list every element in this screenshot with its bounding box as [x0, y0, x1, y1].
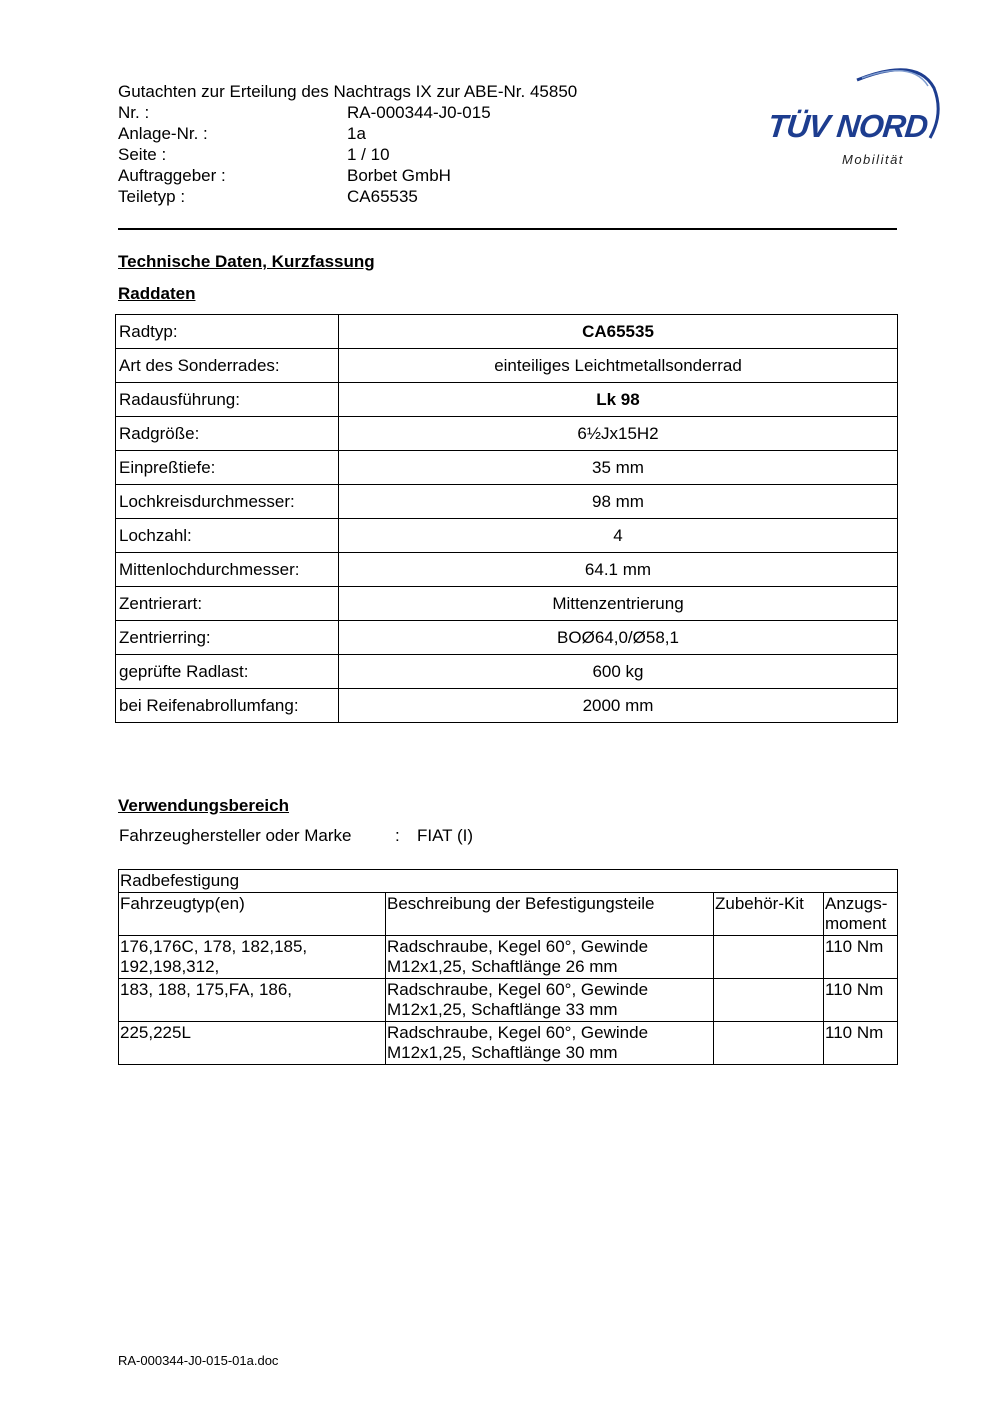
table-row	[116, 315, 898, 349]
raddaten-table	[115, 314, 898, 723]
table-row	[116, 519, 898, 553]
table-row	[116, 417, 898, 451]
row-label: Radtyp:	[116, 315, 339, 349]
field-label: Auftraggeber :	[118, 166, 226, 185]
logo-tagline: Mobilität	[842, 152, 904, 167]
row-label: bei Reifenabrollumfang:	[116, 689, 339, 723]
row-value: 600 kg	[339, 655, 898, 689]
row-value: einteiliges Leichtmetallsonderrad	[339, 349, 898, 383]
table-row	[119, 936, 898, 979]
header-divider	[118, 228, 897, 230]
column-header: Fahrzeugtyp(en)	[119, 893, 386, 936]
table-title: Radbefestigung	[119, 870, 898, 893]
row-label: Radgröße:	[116, 417, 339, 451]
header-field	[118, 165, 577, 186]
table-row	[116, 485, 898, 519]
table-row	[119, 979, 898, 1022]
header-field	[118, 144, 577, 165]
column-header: Beschreibung der Befestigungsteile	[386, 893, 714, 936]
section-heading-raddaten: Raddaten	[118, 284, 196, 303]
row-label: Mittenlochdurchmesser:	[116, 553, 339, 587]
cell-beschreibung: Radschraube, Kegel 60°, Gewinde M12x1,25, Schaftlänge 33 mm	[386, 979, 714, 1022]
row-value: 4	[339, 519, 898, 553]
section-heading-verwendungsbereich: Verwendungsbereich	[118, 796, 289, 815]
row-label: Einpreßtiefe:	[116, 451, 339, 485]
table-row	[116, 553, 898, 587]
row-value: 98 mm	[339, 485, 898, 519]
field-value: CA65535	[347, 187, 418, 206]
header-field	[118, 123, 577, 144]
field-label: Nr. :	[118, 103, 150, 122]
table-row	[116, 689, 898, 723]
cell-moment: 110 Nm	[824, 1022, 898, 1065]
row-value: Lk 98	[339, 383, 898, 417]
row-label: Radausführung:	[116, 383, 339, 417]
column-header: Zubehör-Kit	[714, 893, 824, 936]
row-value: 64.1 mm	[339, 553, 898, 587]
row-label: Lochzahl:	[116, 519, 339, 553]
table-title-row	[119, 870, 898, 893]
cell-beschreibung: Radschraube, Kegel 60°, Gewinde M12x1,25, Schaftlänge 30 mm	[386, 1022, 714, 1065]
section-heading-technische-daten: Technische Daten, Kurzfassung	[118, 252, 375, 271]
row-value: BOØ64,0/Ø58,1	[339, 621, 898, 655]
column-header: Anzugs-moment	[824, 893, 898, 936]
table-row	[116, 383, 898, 417]
table-row	[116, 349, 898, 383]
row-value: 35 mm	[339, 451, 898, 485]
cell-moment: 110 Nm	[824, 936, 898, 979]
row-value: Mittenzentrierung	[339, 587, 898, 621]
row-value: CA65535	[339, 315, 898, 349]
table-header-row	[119, 893, 898, 936]
table-row	[119, 1022, 898, 1065]
logo-brand: TÜV NORD	[766, 108, 930, 144]
row-label: geprüfte Radlast:	[116, 655, 339, 689]
row-label: Zentrierring:	[116, 621, 339, 655]
field-value: 1a	[347, 124, 366, 143]
manufacturer-separator: :	[395, 826, 400, 845]
cell-fahrzeugtyp: 176,176C, 178, 182,185, 192,198,312,	[119, 936, 386, 979]
table-row	[116, 621, 898, 655]
field-value: 1 / 10	[347, 145, 390, 164]
row-label: Art des Sonderrades:	[116, 349, 339, 383]
row-label: Zentrierart:	[116, 587, 339, 621]
manufacturer-value: FIAT (I)	[417, 826, 474, 845]
radbefestigung-table	[118, 869, 898, 1065]
header-field	[118, 102, 577, 123]
table-row	[116, 655, 898, 689]
field-label: Teiletyp :	[118, 187, 186, 206]
cell-fahrzeugtyp: 225,225L	[119, 1022, 386, 1065]
row-label: Lochkreisdurchmesser:	[116, 485, 339, 519]
document-header	[118, 81, 577, 207]
document-title: Gutachten zur Erteilung des Nachtrags IX zur ABE-Nr. 45850	[118, 82, 578, 101]
cell-fahrzeugtyp: 183, 188, 175,FA, 186,	[119, 979, 386, 1022]
manufacturer-line	[119, 826, 473, 846]
row-value: 6½Jx15H2	[339, 417, 898, 451]
cell-moment: 110 Nm	[824, 979, 898, 1022]
table-row	[116, 451, 898, 485]
footer-filename: RA-000344-J0-015-01a.doc	[118, 1353, 279, 1368]
cell-kit	[714, 1022, 824, 1065]
cell-beschreibung: Radschraube, Kegel 60°, Gewinde M12x1,25, Schaftlänge 26 mm	[386, 936, 714, 979]
cell-kit	[714, 936, 824, 979]
field-label: Anlage-Nr. :	[118, 124, 208, 143]
table-row	[116, 587, 898, 621]
manufacturer-label: Fahrzeughersteller oder Marke	[119, 826, 352, 845]
row-value: 2000 mm	[339, 689, 898, 723]
cell-kit	[714, 979, 824, 1022]
field-value: Borbet GmbH	[347, 166, 451, 185]
tuv-nord-logo	[762, 58, 942, 178]
field-label: Seite :	[118, 145, 167, 164]
field-value: RA-000344-J0-015	[347, 103, 491, 122]
header-field	[118, 186, 577, 207]
